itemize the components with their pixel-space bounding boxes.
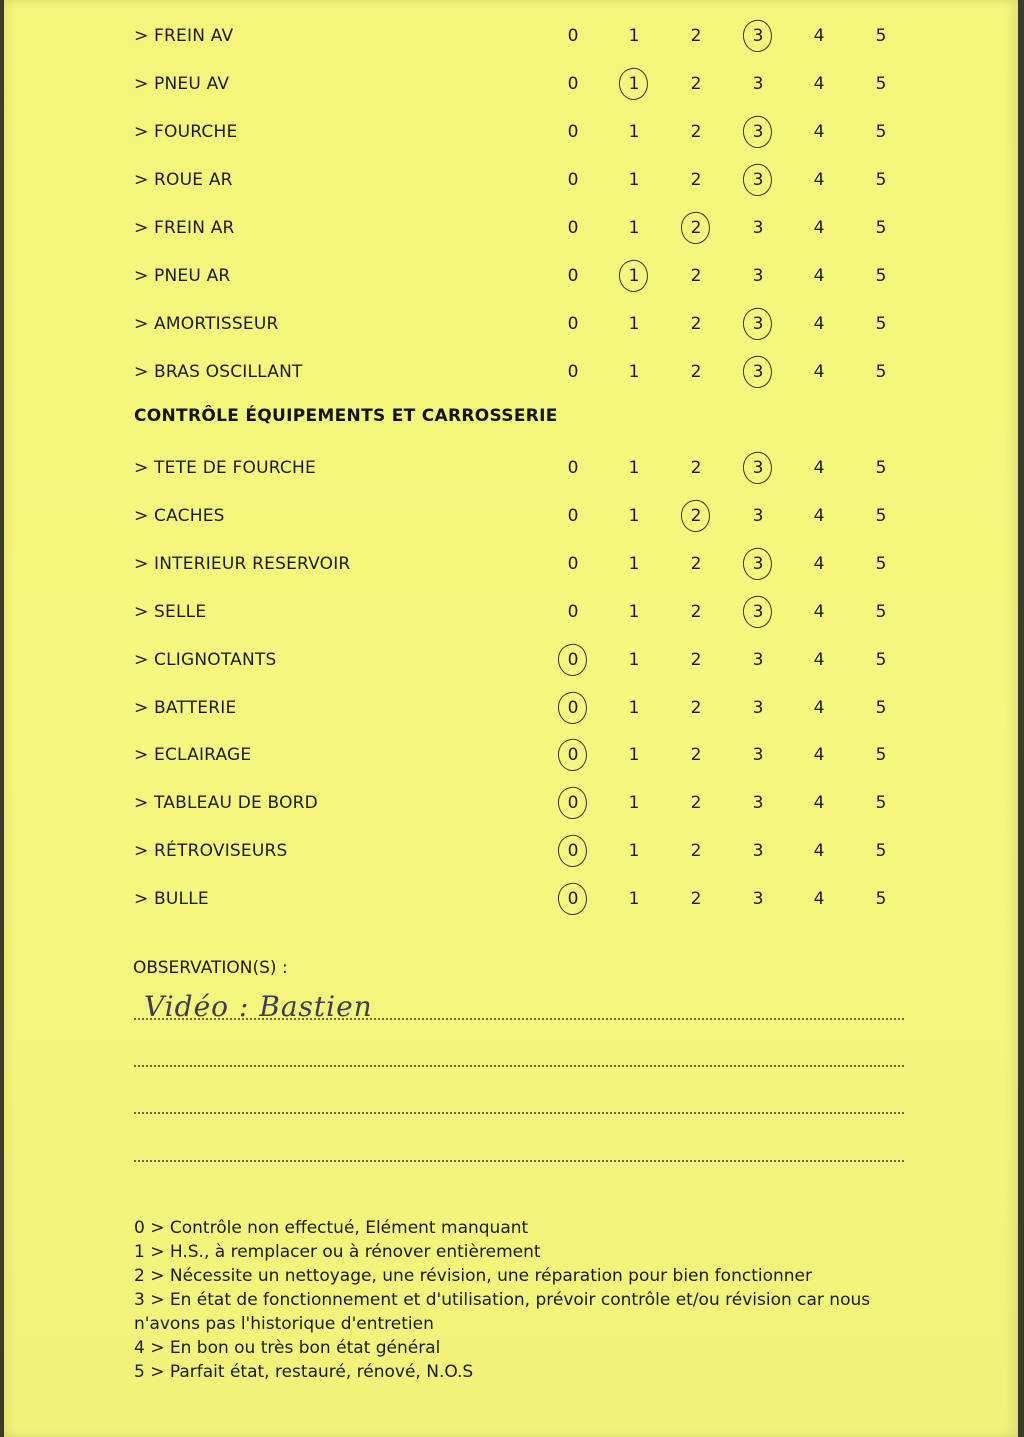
score-option[interactable]: 4 (813, 793, 825, 814)
rating-row-label: > FREIN AV (134, 26, 234, 46)
rating-row (4, 837, 1018, 867)
score-option[interactable]: 1 (628, 505, 640, 526)
score-option[interactable]: 5 (875, 505, 887, 526)
rating-row-label: > FOURCHE (134, 122, 238, 142)
score-option[interactable]: 4 (813, 74, 825, 94)
rating-row-label: > INTERIEUR RESERVOIR (134, 553, 351, 574)
score-option[interactable]: 0 (567, 122, 579, 142)
rating-row-label: > BATTERIE (134, 697, 237, 718)
legend-item: 2 > Nécessite un nettoyage, une révision, une réparation pour bien fonctionner (134, 1266, 812, 1286)
score-option[interactable]: 0 (567, 74, 579, 94)
score-option[interactable]: 5 (875, 74, 887, 94)
score-option[interactable]: 5 (875, 266, 887, 286)
score-option[interactable]: 1 (628, 553, 640, 574)
score-option[interactable]: 4 (813, 697, 825, 718)
score-option[interactable]: 1 (628, 697, 640, 718)
score-option[interactable]: 3 (752, 649, 764, 670)
score-option[interactable]: 2 (690, 26, 702, 46)
rating-row (4, 22, 1018, 52)
score-option[interactable]: 1 (628, 314, 640, 334)
rating-row-label: > CACHES (134, 505, 225, 526)
score-option[interactable]: 1 (628, 601, 640, 622)
rating-row-label: > ECLAIRAGE (134, 745, 252, 766)
score-option[interactable]: 1 (628, 218, 640, 238)
score-option-selected[interactable]: 3 (743, 26, 773, 46)
score-option[interactable]: 4 (813, 889, 825, 910)
score-option-selected[interactable]: 3 (743, 314, 773, 334)
score-option[interactable]: 2 (690, 314, 702, 334)
score-option-selected[interactable]: 0 (558, 841, 588, 861)
score-option[interactable]: 1 (628, 793, 640, 814)
score-option[interactable]: 5 (875, 697, 887, 718)
score-option[interactable]: 4 (813, 266, 825, 286)
rating-row (4, 166, 1018, 196)
score-option[interactable]: 1 (628, 170, 640, 190)
score-option[interactable]: 5 (875, 26, 887, 46)
inspection-sheet (4, 0, 1018, 1437)
score-option-selected[interactable]: 3 (743, 362, 773, 382)
score-option-selected[interactable]: 0 (558, 793, 588, 813)
score-option[interactable]: 5 (875, 793, 887, 814)
score-option[interactable]: 2 (690, 649, 702, 670)
rating-row-label: > FREIN AR (134, 218, 235, 238)
score-option[interactable]: 5 (875, 122, 887, 142)
score-option[interactable]: 3 (752, 266, 764, 286)
score-option[interactable]: 4 (813, 601, 825, 622)
rating-row (4, 118, 1018, 148)
score-option[interactable]: 5 (875, 362, 887, 382)
score-option[interactable]: 4 (813, 122, 825, 142)
score-option[interactable]: 2 (690, 266, 702, 286)
score-option[interactable]: 1 (628, 122, 640, 142)
score-option[interactable]: 0 (567, 314, 579, 334)
rating-row-label: > TETE DE FOURCHE (134, 458, 316, 478)
score-option[interactable]: 0 (567, 601, 579, 622)
rating-row (4, 694, 1018, 724)
rating-row-label: > RÉTROVISEURS (134, 841, 288, 862)
score-option[interactable]: 1 (628, 745, 640, 766)
score-option[interactable]: 0 (567, 266, 579, 286)
score-option-selected[interactable]: 3 (743, 554, 773, 574)
score-option[interactable]: 3 (752, 889, 764, 910)
score-option[interactable]: 5 (875, 601, 887, 622)
legend-item: 5 > Parfait état, restauré, rénové, N.O.S (134, 1362, 474, 1382)
score-option[interactable]: 2 (690, 841, 702, 862)
score-option[interactable]: 5 (875, 553, 887, 574)
score-option[interactable]: 0 (567, 553, 579, 574)
score-option[interactable]: 1 (628, 841, 640, 862)
score-option[interactable]: 4 (813, 26, 825, 46)
score-option[interactable]: 4 (813, 458, 825, 478)
score-option-selected[interactable]: 0 (558, 650, 588, 670)
score-option[interactable]: 4 (813, 745, 825, 766)
rating-row (4, 646, 1018, 676)
rating-row-label: > TABLEAU DE BORD (134, 793, 318, 814)
score-option[interactable]: 2 (690, 553, 702, 574)
score-option[interactable]: 5 (875, 170, 887, 190)
score-option[interactable]: 5 (875, 841, 887, 862)
score-option[interactable]: 0 (567, 505, 579, 526)
score-option[interactable]: 5 (875, 458, 887, 478)
score-option-selected[interactable]: 0 (558, 889, 588, 909)
score-option-selected[interactable]: 3 (743, 170, 773, 190)
score-option-selected[interactable]: 1 (619, 74, 649, 94)
score-option[interactable]: 3 (752, 218, 764, 238)
score-option[interactable]: 3 (752, 793, 764, 814)
score-option[interactable]: 1 (628, 649, 640, 670)
score-option[interactable]: 2 (690, 74, 702, 94)
score-option[interactable]: 5 (875, 314, 887, 334)
score-option[interactable]: 2 (690, 745, 702, 766)
score-option[interactable]: 5 (875, 218, 887, 238)
section-title: CONTRÔLE ÉQUIPEMENTS ET CARROSSERIE (134, 406, 558, 426)
legend-item: 4 > En bon ou très bon état général (134, 1338, 441, 1358)
score-option[interactable]: 2 (690, 889, 702, 910)
score-option-selected[interactable]: 2 (681, 218, 711, 238)
score-option[interactable]: 0 (567, 362, 579, 382)
score-option[interactable]: 2 (690, 697, 702, 718)
legend-item: 3 > En état de fonctionnement et d'utilisation, prévoir contrôle et/ou révision car nous n'avons pas l'historique d'entretien (134, 1290, 871, 1334)
score-option[interactable]: 4 (813, 505, 825, 526)
score-option[interactable]: 0 (567, 170, 579, 190)
legend-item: 1 > H.S., à remplacer ou à rénover entièrement (134, 1242, 541, 1262)
score-option[interactable]: 4 (813, 649, 825, 670)
rating-row (4, 789, 1018, 819)
score-option[interactable]: 2 (690, 601, 702, 622)
score-option-selected[interactable]: 3 (743, 122, 773, 142)
rating-row (4, 454, 1018, 484)
rating-row (4, 262, 1018, 292)
rating-row-label: > PNEU AR (134, 266, 231, 286)
rating-row-label: > CLIGNOTANTS (134, 649, 277, 670)
score-option[interactable]: 0 (567, 218, 579, 238)
rating-row (4, 70, 1018, 100)
score-option[interactable]: 3 (752, 697, 764, 718)
rating-row-label: > BRAS OSCILLANT (134, 362, 303, 382)
score-option[interactable]: 1 (628, 889, 640, 910)
score-option[interactable]: 3 (752, 74, 764, 94)
observation-line-2 (134, 1065, 904, 1067)
score-option[interactable]: 5 (875, 745, 887, 766)
score-option[interactable]: 2 (690, 458, 702, 478)
score-option[interactable]: 4 (813, 362, 825, 382)
score-option[interactable]: 4 (813, 218, 825, 238)
rating-row (4, 550, 1018, 580)
rating-row-label: > SELLE (134, 601, 207, 622)
rating-row-label: > ROUE AR (134, 170, 233, 190)
score-option[interactable]: 0 (567, 458, 579, 478)
score-option[interactable]: 0 (567, 26, 579, 46)
score-option-selected[interactable]: 2 (681, 506, 711, 526)
score-option[interactable]: 1 (628, 362, 640, 382)
rating-row (4, 214, 1018, 244)
score-option[interactable]: 3 (752, 841, 764, 862)
legend (134, 1216, 894, 1384)
score-option[interactable]: 2 (690, 122, 702, 142)
score-option-selected[interactable]: 1 (619, 266, 649, 286)
score-option-selected[interactable]: 0 (558, 745, 588, 765)
score-option[interactable]: 5 (875, 889, 887, 910)
rating-row (4, 358, 1018, 388)
rating-row-label: > AMORTISSEUR (134, 314, 279, 334)
rating-row (4, 741, 1018, 771)
observation-line-4 (134, 1160, 904, 1162)
score-option[interactable]: 1 (628, 26, 640, 46)
score-option[interactable]: 4 (813, 841, 825, 862)
score-option[interactable]: 2 (690, 170, 702, 190)
rating-row-label: > BULLE (134, 889, 209, 910)
rating-row (4, 310, 1018, 340)
score-option[interactable]: 3 (752, 505, 764, 526)
rating-row (4, 885, 1018, 915)
score-option[interactable]: 5 (875, 649, 887, 670)
score-option[interactable]: 2 (690, 362, 702, 382)
rating-row (4, 598, 1018, 628)
score-option-selected[interactable]: 3 (743, 458, 773, 478)
score-option[interactable]: 3 (752, 745, 764, 766)
score-option[interactable]: 4 (813, 170, 825, 190)
score-option-selected[interactable]: 3 (743, 602, 773, 622)
observations-handwriting: Vidéo : Bastien (144, 990, 373, 1023)
score-option[interactable]: 2 (690, 793, 702, 814)
score-option[interactable]: 4 (813, 314, 825, 334)
observation-line-1 (134, 1018, 904, 1020)
observations-label: OBSERVATION(S) : (133, 958, 288, 978)
rating-row-label: > PNEU AV (134, 74, 230, 94)
rating-row (4, 502, 1018, 532)
observation-line-3 (134, 1112, 904, 1114)
score-option[interactable]: 4 (813, 553, 825, 574)
score-option[interactable]: 1 (628, 458, 640, 478)
score-option-selected[interactable]: 0 (558, 698, 588, 718)
legend-item: 0 > Contrôle non effectué, Elément manquant (134, 1218, 529, 1238)
